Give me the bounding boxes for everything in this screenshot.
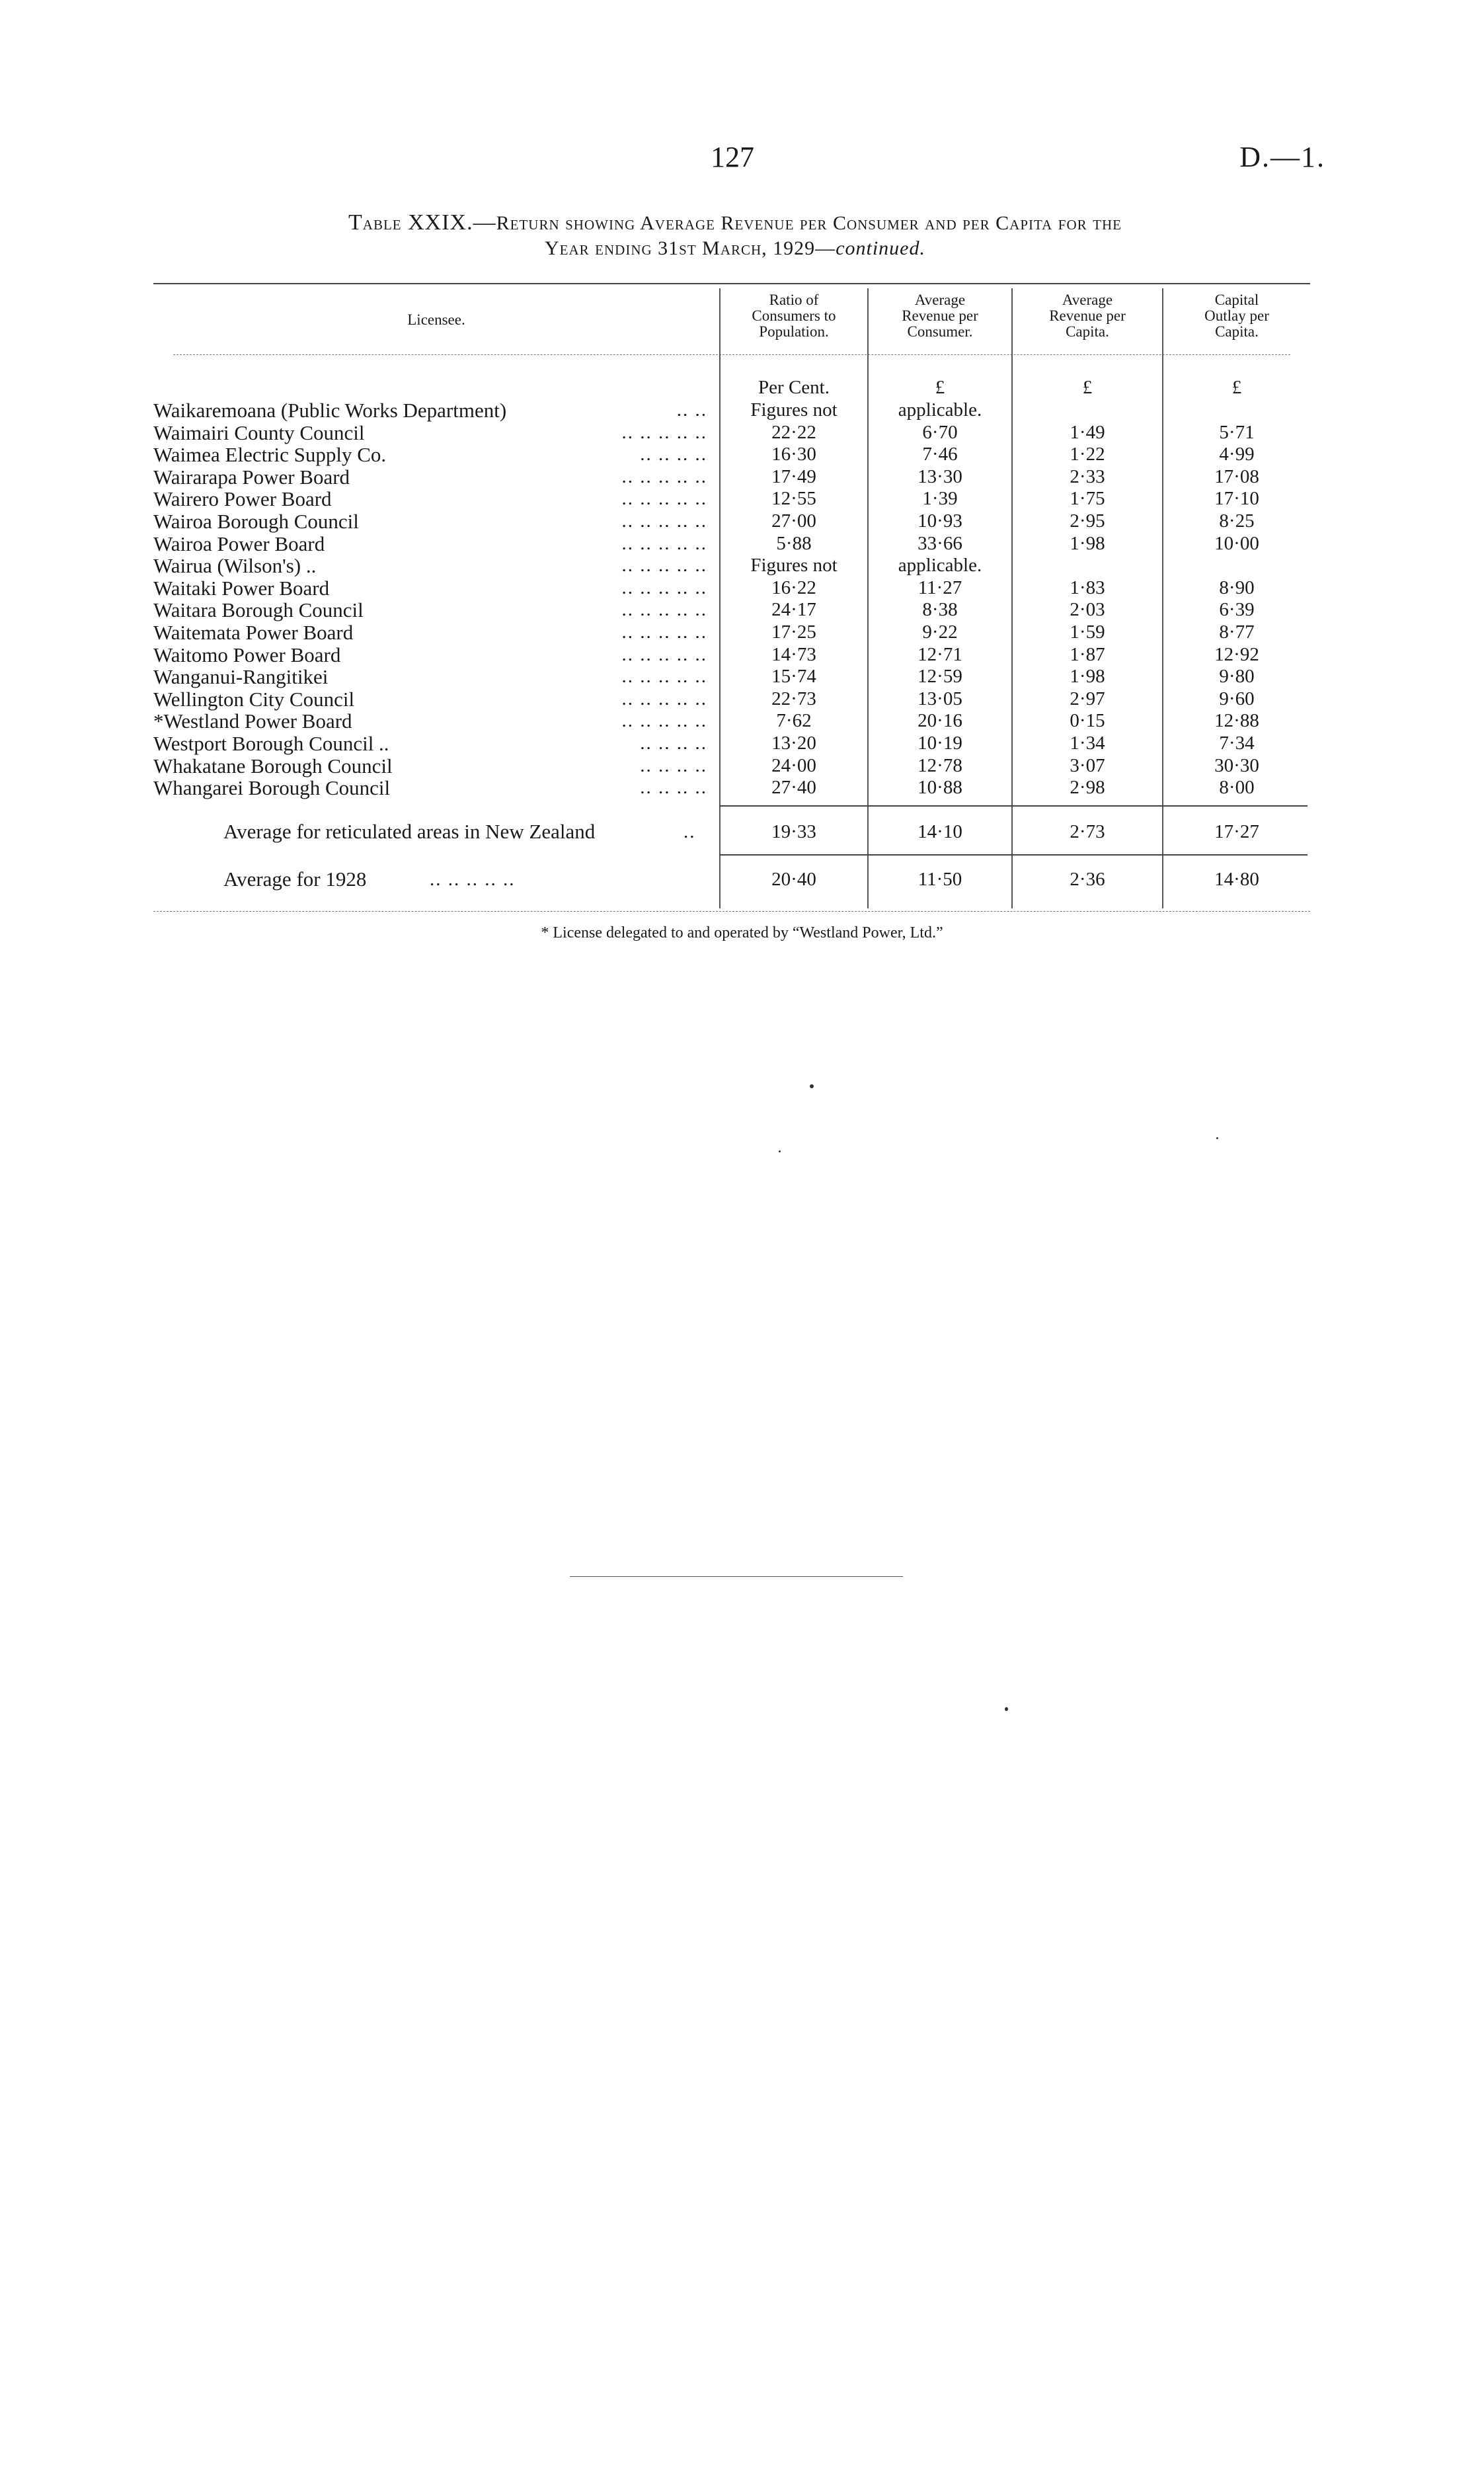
table-title-line-1 xyxy=(153,210,1317,236)
column-header-revenue-per-consumer: Average Revenue per Consumer. xyxy=(902,292,978,340)
revenue-per-consumer-value: 12·59 xyxy=(918,666,962,687)
ratio-value: 7·62 xyxy=(776,710,812,731)
revenue-per-capita-value: 2·98 xyxy=(1070,777,1105,798)
outlay-per-capita-value: 10·00 xyxy=(1214,533,1259,554)
licensee-name: Wairarapa Power Board xyxy=(153,465,350,489)
ratio-value: 24·17 xyxy=(771,599,816,620)
revenue-per-capita-value: 2·03 xyxy=(1070,599,1105,620)
title-roman: XXIX.— xyxy=(401,210,496,235)
average-1928-rev-consumer: 11·50 xyxy=(918,869,962,890)
outlay-per-capita-value: 8·77 xyxy=(1219,621,1255,643)
leader-dots: .. .. .. .. .. xyxy=(621,555,707,576)
ratio-value: 24·00 xyxy=(771,755,816,776)
revenue-per-capita-value: 1·87 xyxy=(1070,644,1105,665)
ratio-value: 22·73 xyxy=(771,688,816,709)
licensee-name: Waitara Borough Council xyxy=(153,598,364,621)
title-continued: continued. xyxy=(836,237,925,259)
ratio-value: 12·55 xyxy=(771,488,816,509)
revenue-per-consumer-value: 13·30 xyxy=(918,466,962,487)
revenue-per-capita-value: 3·07 xyxy=(1070,755,1105,776)
ratio-value: 16·30 xyxy=(771,444,816,465)
column-header-ratio: Ratio of Consumers to Population. xyxy=(752,292,836,340)
outlay-per-capita-value: 6·39 xyxy=(1219,599,1255,620)
licensee-name: Wairoa Borough Council xyxy=(153,510,359,533)
average-reticulated-outlay: 17·27 xyxy=(1214,821,1259,842)
average-reticulated-rev-consumer: 14·10 xyxy=(918,821,962,842)
licensee-name: Waitaki Power Board xyxy=(153,577,330,600)
average-1928-outlay: 14·80 xyxy=(1214,869,1259,890)
outlay-per-capita-value: 12·92 xyxy=(1214,644,1259,665)
revenue-per-capita-value: 1·49 xyxy=(1070,422,1105,443)
outlay-per-capita-value: 12·88 xyxy=(1214,710,1259,731)
revenue-per-capita-value: 2·33 xyxy=(1070,466,1105,487)
ratio-value: 5·88 xyxy=(776,533,812,554)
title-text-2: Year ending 31st March, 1929— xyxy=(545,237,836,259)
licensee-name: Waimea Electric Supply Co. xyxy=(153,443,387,466)
licensee-name: Wairua (Wilson's) .. xyxy=(153,554,317,577)
revenue-per-consumer-value: 13·05 xyxy=(918,688,962,709)
document-code: D.—1. xyxy=(1239,141,1325,173)
licensee-name: Whakatane Borough Council xyxy=(153,754,393,778)
leader-dots: .. .. .. .. xyxy=(640,755,707,776)
leader-dots: .. .. .. .. .. xyxy=(621,666,707,687)
unit-ratio: Per Cent. xyxy=(758,377,830,398)
leader-dots: .. .. xyxy=(676,399,707,420)
revenue-per-consumer-value: applicable. xyxy=(898,399,982,420)
leader-dots: .. .. .. .. .. xyxy=(621,599,707,620)
table-title-line-2 xyxy=(153,236,1317,261)
title-text-1: Return showing Average Revenue per Consumer and per Capita for the xyxy=(496,212,1122,234)
outlay-per-capita-value: 17·10 xyxy=(1214,488,1259,509)
leader-dots: .. .. .. .. .. xyxy=(621,422,707,443)
average-reticulated-ratio: 19·33 xyxy=(771,821,816,842)
average-1928-ratio: 20·40 xyxy=(771,869,816,890)
revenue-per-capita-value: 0·15 xyxy=(1070,710,1105,731)
average-1928-dots: .. .. .. .. .. xyxy=(430,869,516,890)
licensee-name: Wellington City Council xyxy=(153,688,355,711)
column-header-revenue-per-capita: Average Revenue per Capita. xyxy=(1049,292,1126,340)
licensee-name: Westport Borough Council .. xyxy=(153,732,389,755)
outlay-per-capita-value: 7·34 xyxy=(1219,733,1255,754)
ratio-value: 27·40 xyxy=(771,777,816,798)
revenue-per-capita-value: 1·34 xyxy=(1070,733,1105,754)
leader-dots: .. .. .. .. xyxy=(640,444,707,465)
scan-speck xyxy=(779,1150,781,1152)
licensee-name: Whangarei Borough Council xyxy=(153,776,391,799)
leader-dots: .. .. .. .. .. xyxy=(621,488,707,509)
leader-dots: .. .. .. .. .. xyxy=(621,510,707,532)
outlay-per-capita-value: 8·00 xyxy=(1219,777,1255,798)
licensee-name: Waikaremoana (Public Works Department) xyxy=(153,399,507,422)
leader-dots: .. .. .. .. .. xyxy=(621,688,707,709)
revenue-per-consumer-value: 1·39 xyxy=(922,488,958,509)
outlay-per-capita-value: 17·08 xyxy=(1214,466,1259,487)
averages-mid-rule xyxy=(719,854,1308,856)
ratio-value: Figures not xyxy=(750,399,838,420)
unit-revenue-per-consumer: £ xyxy=(935,377,945,398)
scan-speck xyxy=(1005,1707,1008,1711)
outlay-per-capita-value: 9·80 xyxy=(1219,666,1255,687)
revenue-per-capita-value: 1·22 xyxy=(1070,444,1105,465)
ratio-value: 17·49 xyxy=(771,466,816,487)
leader-dots: .. .. .. .. .. xyxy=(621,533,707,554)
column-header-licensee: Licensee. xyxy=(407,311,465,328)
outlay-per-capita-value: 5·71 xyxy=(1219,422,1255,443)
ratio-value: 17·25 xyxy=(771,621,816,643)
average-1928-rev-capita: 2·36 xyxy=(1070,869,1105,890)
revenue-per-consumer-value: 7·46 xyxy=(922,444,958,465)
column-header-outlay-per-capita: Capital Outlay per Capita. xyxy=(1204,292,1269,340)
revenue-per-consumer-value: 9·22 xyxy=(922,621,958,643)
ratio-value: Figures not xyxy=(750,555,838,576)
revenue-per-capita-value: 1·75 xyxy=(1070,488,1105,509)
licensee-name: Wairoa Power Board xyxy=(153,532,325,555)
revenue-per-consumer-value: 8·38 xyxy=(922,599,958,620)
leader-dots: .. .. .. .. xyxy=(640,733,707,754)
licensee-name: Waitomo Power Board xyxy=(153,643,341,666)
table-top-rule xyxy=(153,283,1310,284)
averages-top-rule xyxy=(719,805,1308,807)
leader-dots: .. .. .. .. .. xyxy=(621,621,707,643)
ratio-value: 13·20 xyxy=(771,733,816,754)
revenue-per-capita-value: 2·95 xyxy=(1070,510,1105,532)
revenue-per-capita-value: 2·97 xyxy=(1070,688,1105,709)
average-reticulated-rev-capita: 2·73 xyxy=(1070,821,1105,842)
outlay-per-capita-value: 8·25 xyxy=(1219,510,1255,532)
revenue-per-capita-value: 1·83 xyxy=(1070,577,1105,598)
licensee-name: Waitemata Power Board xyxy=(153,621,354,644)
revenue-per-consumer-value: 33·66 xyxy=(918,533,962,554)
outlay-per-capita-value: 9·60 xyxy=(1219,688,1255,709)
revenue-per-consumer-value: 20·16 xyxy=(918,710,962,731)
revenue-per-consumer-value: 10·93 xyxy=(918,510,962,532)
leader-dots: .. .. .. .. .. xyxy=(621,577,707,598)
section-separator xyxy=(570,1576,903,1577)
page-number: 127 xyxy=(711,141,754,173)
revenue-per-consumer-value: 6·70 xyxy=(922,422,958,443)
table-title xyxy=(153,210,1317,261)
average-1928-label: Average for 1928 xyxy=(223,867,367,891)
outlay-per-capita-value: 30·30 xyxy=(1214,755,1259,776)
leader-dots: .. .. .. .. .. xyxy=(621,644,707,665)
licensee-name: Wanganui-Rangitikei xyxy=(153,665,329,688)
licensee-name: Wairero Power Board xyxy=(153,487,332,510)
outlay-per-capita-value: 8·90 xyxy=(1219,577,1255,598)
unit-outlay-per-capita: £ xyxy=(1231,377,1242,398)
revenue-per-consumer-value: 10·19 xyxy=(918,733,962,754)
revenue-per-consumer-value: 12·78 xyxy=(918,755,962,776)
scan-speck xyxy=(810,1084,814,1088)
revenue-per-consumer-value: 10·88 xyxy=(918,777,962,798)
revenue-per-capita-value: 1·59 xyxy=(1070,621,1105,643)
ratio-value: 15·74 xyxy=(771,666,816,687)
ratio-value: 14·73 xyxy=(771,644,816,665)
ratio-value: 27·00 xyxy=(771,510,816,532)
table-bottom-rule xyxy=(153,911,1310,912)
revenue-per-consumer-value: applicable. xyxy=(898,555,982,576)
average-reticulated-dots: .. xyxy=(683,821,696,842)
licensee-name: *Westland Power Board xyxy=(153,709,352,733)
scan-speck xyxy=(1216,1137,1218,1139)
unit-revenue-per-capita: £ xyxy=(1082,377,1093,398)
title-initial: T xyxy=(348,210,363,235)
average-reticulated-label: Average for reticulated areas in New Zealand xyxy=(223,820,596,843)
revenue-per-consumer-value: 12·71 xyxy=(918,644,962,665)
revenue-per-capita-value: 1·98 xyxy=(1070,666,1105,687)
ratio-value: 16·22 xyxy=(771,577,816,598)
leader-dots: .. .. .. .. xyxy=(640,777,707,798)
ratio-value: 22·22 xyxy=(771,422,816,443)
outlay-per-capita-value: 4·99 xyxy=(1219,444,1255,465)
licensee-name: Waimairi County Council xyxy=(153,421,365,444)
leader-dots: .. .. .. .. .. xyxy=(621,466,707,487)
header-bottom-rule xyxy=(173,354,1290,355)
revenue-per-capita-value: 1·98 xyxy=(1070,533,1105,554)
title-word-table: able xyxy=(362,212,402,234)
revenue-per-consumer-value: 11·27 xyxy=(918,577,962,598)
leader-dots: .. .. .. .. .. xyxy=(621,710,707,731)
footnote: * License delegated to and operated by “Westland Power, Ltd.” xyxy=(541,924,943,941)
